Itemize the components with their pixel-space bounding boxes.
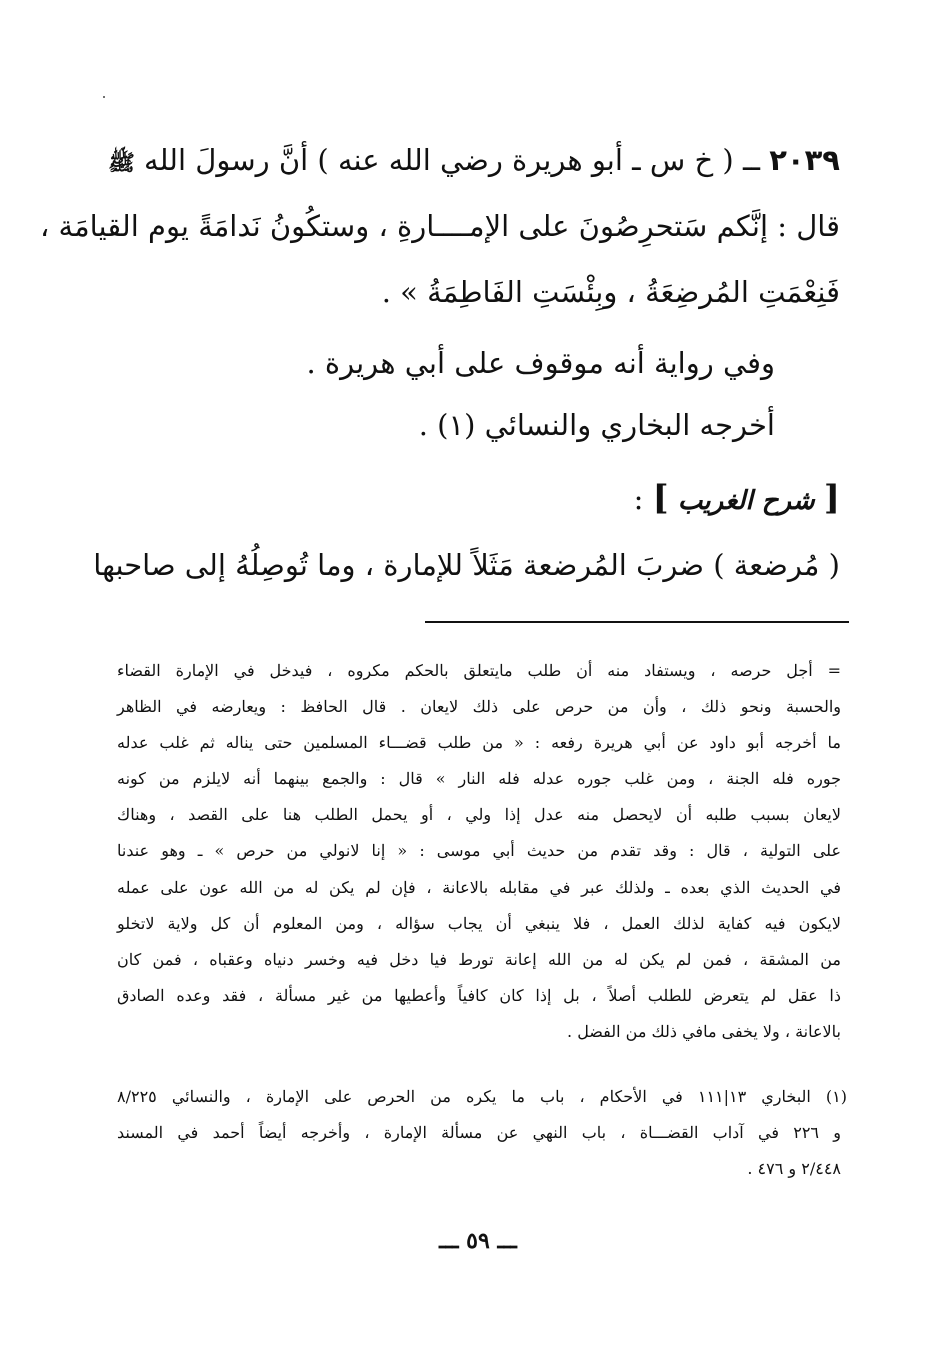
footnote-1-line: ٢/٤٤٨ و ٤٧٦ . [747, 1159, 841, 1178]
gharib-colon: : [633, 482, 644, 516]
footnote-line: لايعان بسبب طلبه أن لايحصل منه عدل إذا ولي ، أو يحمل الطلب هنا على القصد ، وهناك [117, 805, 841, 824]
footnote-line: بالاعانة ، ولا يخفى مافي ذلك من الفضل . [567, 1022, 841, 1041]
hadith-number: ٢٠٣٩ [769, 143, 840, 177]
hadith-line-3: فَنِعْمَتِ المُرضِعَةُ ، وبِئْسَتِ الفَاطِمَةُ » . [381, 275, 840, 309]
gharib-close-bracket: ] [652, 478, 669, 518]
honorific-glyph: ﷺ [108, 150, 135, 176]
footnote-line: ذا عقل لم يتعرض للطلب أصلاً ، بل إذا كان كافياً وأعطيها من غير مسألة ، فقد وعده الصادق [117, 986, 842, 1005]
gharib-open-bracket: [ [823, 478, 840, 518]
footnote-line: من المشقة ، فمن لم يكن له من الله إعانة تورط فيا دخل فيه وخسر دنياه وعقباه ، فمن كان [117, 950, 841, 969]
footnote-1-line: (١) البخاري ١٣|١١١ في الأحكام ، باب ما يكره من الحرص على الإمارة ، والنسائي ٨/٢٢٥ [117, 1087, 848, 1106]
footnote-line: والحسبة ونحو ذلك ، وأن من حرص على ذلك لايعان . قال الحافظ : ويعارضه في الظاهر [117, 697, 841, 716]
footnote-separator [425, 621, 849, 623]
takhrij-line: أخرجه البخاري والنسائي (١) . [418, 408, 775, 442]
footnote-line: = أجل حرصه ، ويستفاد منه أن طلب مايتعلق بالحكم مكروه ، فيدخل في الإمارة القضاء [117, 661, 841, 680]
gharib-title: شرح الغريب [677, 486, 815, 516]
footnote-line: على التولية ، قال : وقد تقدم من حديث أبي موسى : « إنا لانولي من حرص » ـ وهو عندنا [117, 841, 841, 860]
gharib-heading [600, 478, 840, 521]
footnote-line: في الحديث الذي بعده ـ ولذلك عبر في مقابله بالاعانة ، فإن لم يكن له من الله عون على عمله [117, 878, 841, 897]
footnote-1-line: و ٢٢٦ في آداب القضـــاة ، باب النهي عن مسألة الإمارة ، وأخرجه أيضاً أحمد في المسند [117, 1123, 842, 1142]
scan-speck [103, 96, 105, 98]
footnote-line: لايكون فيه كفاية لذلك العمل ، فلا ينبغي أن يجاب سؤاله ، ومن المعلوم أن كل ولاية لاتخلو [117, 914, 841, 933]
hadith-line-2: قال : إنَّكم سَتحرِصُونَ على الإمــــارةِ ، وستكُونُ نَدامَةً يوم القيامَة ، [39, 209, 840, 243]
hadith-line-1-text: ــ ( خ س ـ أبو هريرة رضي الله عنه ) أنَّ رسولَ الله [144, 143, 760, 177]
narration-note: وفي رواية أنه موقوف على أبي هريرة . [306, 346, 775, 380]
footnote-line: ما أخرجه أبو داود عن أبي هريرة رفعه : « من طلب قضـــاء المسلمين حتى يناله ثم غلب عدله [117, 733, 841, 752]
hadith-line-1 [110, 140, 840, 183]
page-number: ـــ ٥٩ ـــ [439, 1228, 517, 1254]
gharib-line: ( مُرضعة ) ضربَ المُرضعة مَثَلاً للإمارة ، وما تُوصِلُهُ إلى صاحبها [93, 548, 840, 582]
footnote-line: جوره فله الجنة ، ومن غلب جوره عدله فله النار » قال : والجمع بينهما أنه لايلزم من كونه [117, 769, 841, 788]
